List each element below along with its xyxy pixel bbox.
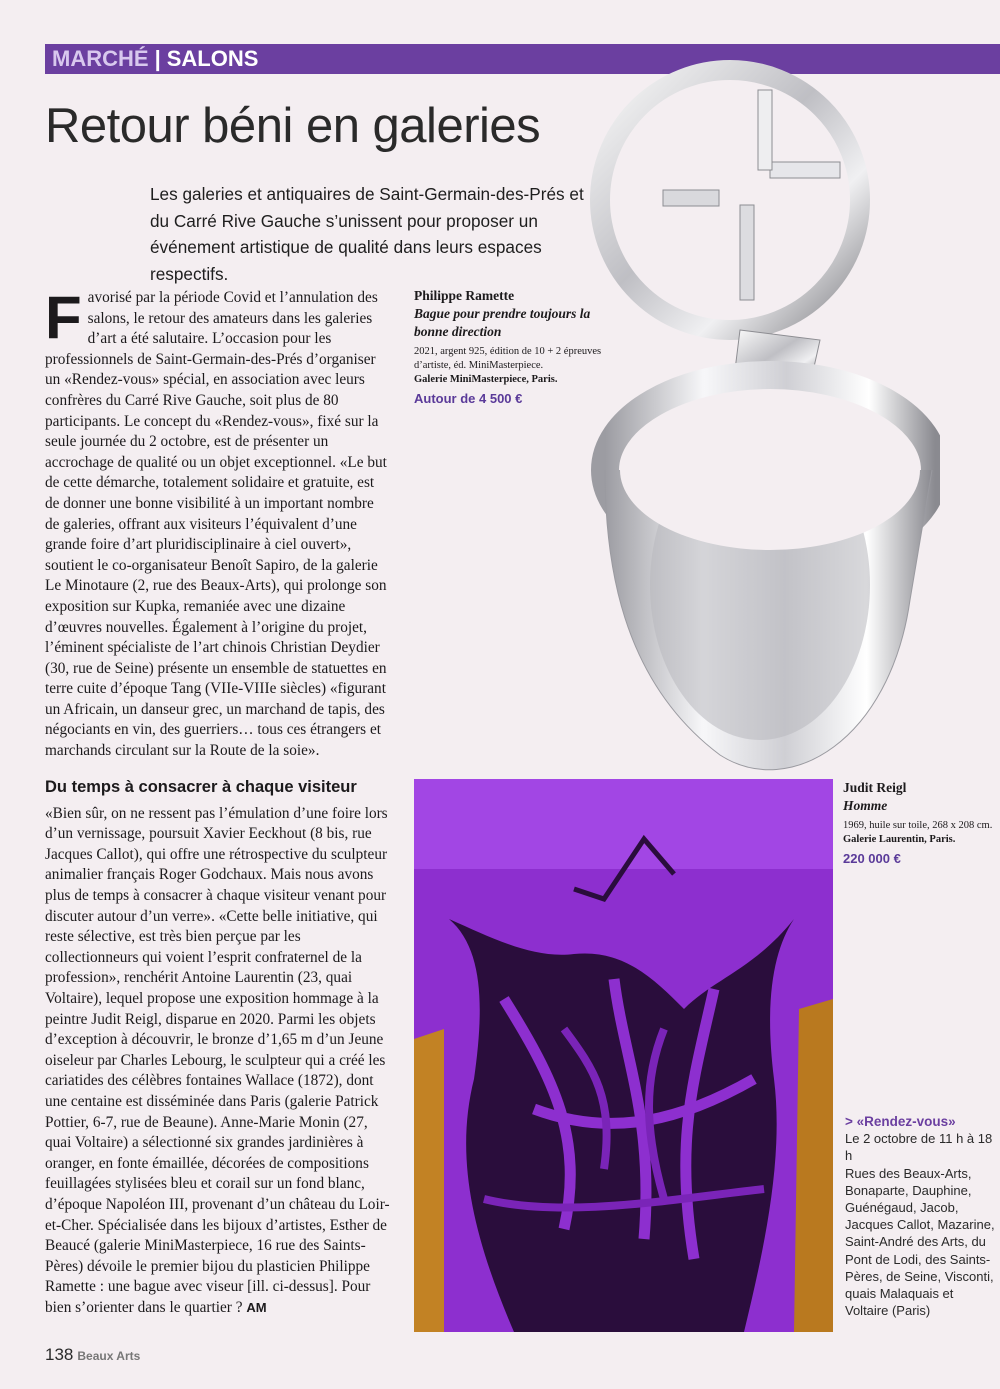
caption-ring-artist: Philippe Ramette <box>414 288 515 303</box>
caption-ring-price: Autour de 4 500 € <box>414 391 523 406</box>
rubric-separator: | <box>154 46 161 71</box>
event-info-title: > «Rendez-vous» <box>845 1114 956 1129</box>
event-info-when: Le 2 octobre de 11 h à 18 h <box>845 1131 993 1164</box>
page-number: 138 <box>45 1345 74 1364</box>
event-info <box>845 1113 995 1319</box>
caption-painting-details: 1969, huile sur toile, 268 x 208 cm. <box>843 820 993 831</box>
article-body <box>45 284 391 1319</box>
paragraph-2 <box>45 804 391 1319</box>
author-signature: AM <box>246 1299 267 1315</box>
rubric <box>52 44 258 74</box>
paragraph-2-text: «Bien sûr, on ne ressent pas l’émulation d’une foire lors d’un vernissage, poursuit Xavier Eeckhout (8 bis, rue Jacques Callot), qui offre une rétrospective du sculpteur animalier français Roger Godchaux. Mais nous avons plus de temps à consacrer à chaque visiteur venant pour discuter autour d’un verre». «Cette belle initiative, qui reste sélective, est très bien perçue par les collectionneurs qui voient l’esprit confraternel de la profession», renchérit Antoine Laurentin (23, quai Voltaire), lequel propose une exposition hommage à la peintre Judit Reigl, disparue en 2020. Parmi les objets d’exception à découvrir, le bronze d’1,65 m d’un Jeune oiseleur par Charles Lebourg, le sculpteur qui a créé les cariatides des célèbres fontaines Wallace (1872), dont une centaine est disséminée dans Paris (galerie Patrick Pottier, 6-7, rue de Beaune). Anne-Marie Monin (27, quai Voltaire) a sélectionné six grandes jardinières à oranger, en fonte émaillée, décorées de compositions feuillagées stylisées bleu et corail sur un fond blanc, d’époque Napoléon III, provenant d’un château du Loir-et-Cher. Spécialisée dans les bijoux d’artistes, Esther de Beaucé (galerie MiniMasterpiece, 16 rue des Saints-Pères) dévoile le premier bijou du plasticien Philippe Ramette : une bague avec viseur [ill. ci-dessus]. Pour bien s’orienter dans le quartier ? <box>45 804 390 1316</box>
caption-ring-title: Bague pour prendre toujours la bonne direction <box>414 306 591 339</box>
caption-ring-gallery: Galerie MiniMasterpiece, Paris. <box>414 374 558 385</box>
subhead: Du temps à consacrer à chaque visiteur <box>45 777 357 796</box>
ring-photo <box>560 40 940 800</box>
painting-image <box>414 779 833 1332</box>
caption-painting-artist: Judit Reigl <box>843 780 907 795</box>
paragraph-1 <box>45 284 391 762</box>
caption-painting-price: 220 000 € <box>843 851 901 866</box>
rubric-subsection: SALONS <box>166 46 259 71</box>
dropcap: F <box>45 284 82 351</box>
paragraph-1-text: avorisé par la période Covid et l’annulation des salons, le retour des amateurs dans les galeries d’art a été salutaire. L’occasion pour les professionnels de Saint-Germain-des-Prés d’organiser un «Rendez-vous» spécial, en association avec leurs confrères du Carré Rive Gauche, soit plus de 80 participants. Le concept du «Rendez-vous», fixé sur la seule journée du 2 octobre, est de présenter un accrochage de qualité ou un objet exceptionnel. «Le but de cette démarche, totalement solidaire et gratuite, est de donner une bonne visibilité à un important nombre de galeries, offrant aux visiteurs l’équivalent d’une grande foire d’art pluridisciplinaire à ciel ouvert», soutient le co-organisateur Benoît Sapiro, de la galerie Le Minotaure (2, rue des Beaux-Arts), qui prolonge son exposition sur Kupka, remaniée avec une dizaine d’œuvres nouvelles. Également à l’origine du projet, l’éminent spécialiste de l’art chinois Christian Deydier (30, rue de Seine) présente un ensemble de statuettes en terre cuite d’époque Tang (VIIe-VIIIe siècles) «figurant un Africain, un danseur grec, un marchand de tapis, des négociants en vin, des guerriers… tous ces étrangers et marchands circulant sur la Route de la soie». <box>45 289 387 760</box>
event-info-where: Rues des Beaux-Arts, Bonaparte, Dauphine, Guénégaud, Jacob, Jacques Callot, Mazarine, Saint-André des Arts, du Pont de Lodi, des Saints-Pères, de Seine, Visconti, quais Malaquais et Voltaire (Paris) <box>845 1165 995 1319</box>
caption-painting-gallery: Galerie Laurentin, Paris. <box>843 834 956 845</box>
magazine-name: Beaux Arts <box>77 1349 141 1363</box>
headline: Retour béni en galeries <box>45 99 541 153</box>
folio <box>45 1345 140 1365</box>
lede: Les galeries et antiquaires de Saint-Germain-des-Prés et du Carré Rive Gauche s’unissent pour proposer un événement artistique de qualité dans leurs espaces respectifs. <box>150 184 584 284</box>
caption-painting-title: Homme <box>843 798 888 813</box>
caption-ring-details: 2021, argent 925, édition de 10 + 2 épreuves d’artiste, éd. MiniMasterpiece. <box>414 346 602 371</box>
rubric-section: MARCHÉ <box>52 46 149 71</box>
caption-painting <box>843 779 993 866</box>
caption-ring <box>414 287 624 406</box>
